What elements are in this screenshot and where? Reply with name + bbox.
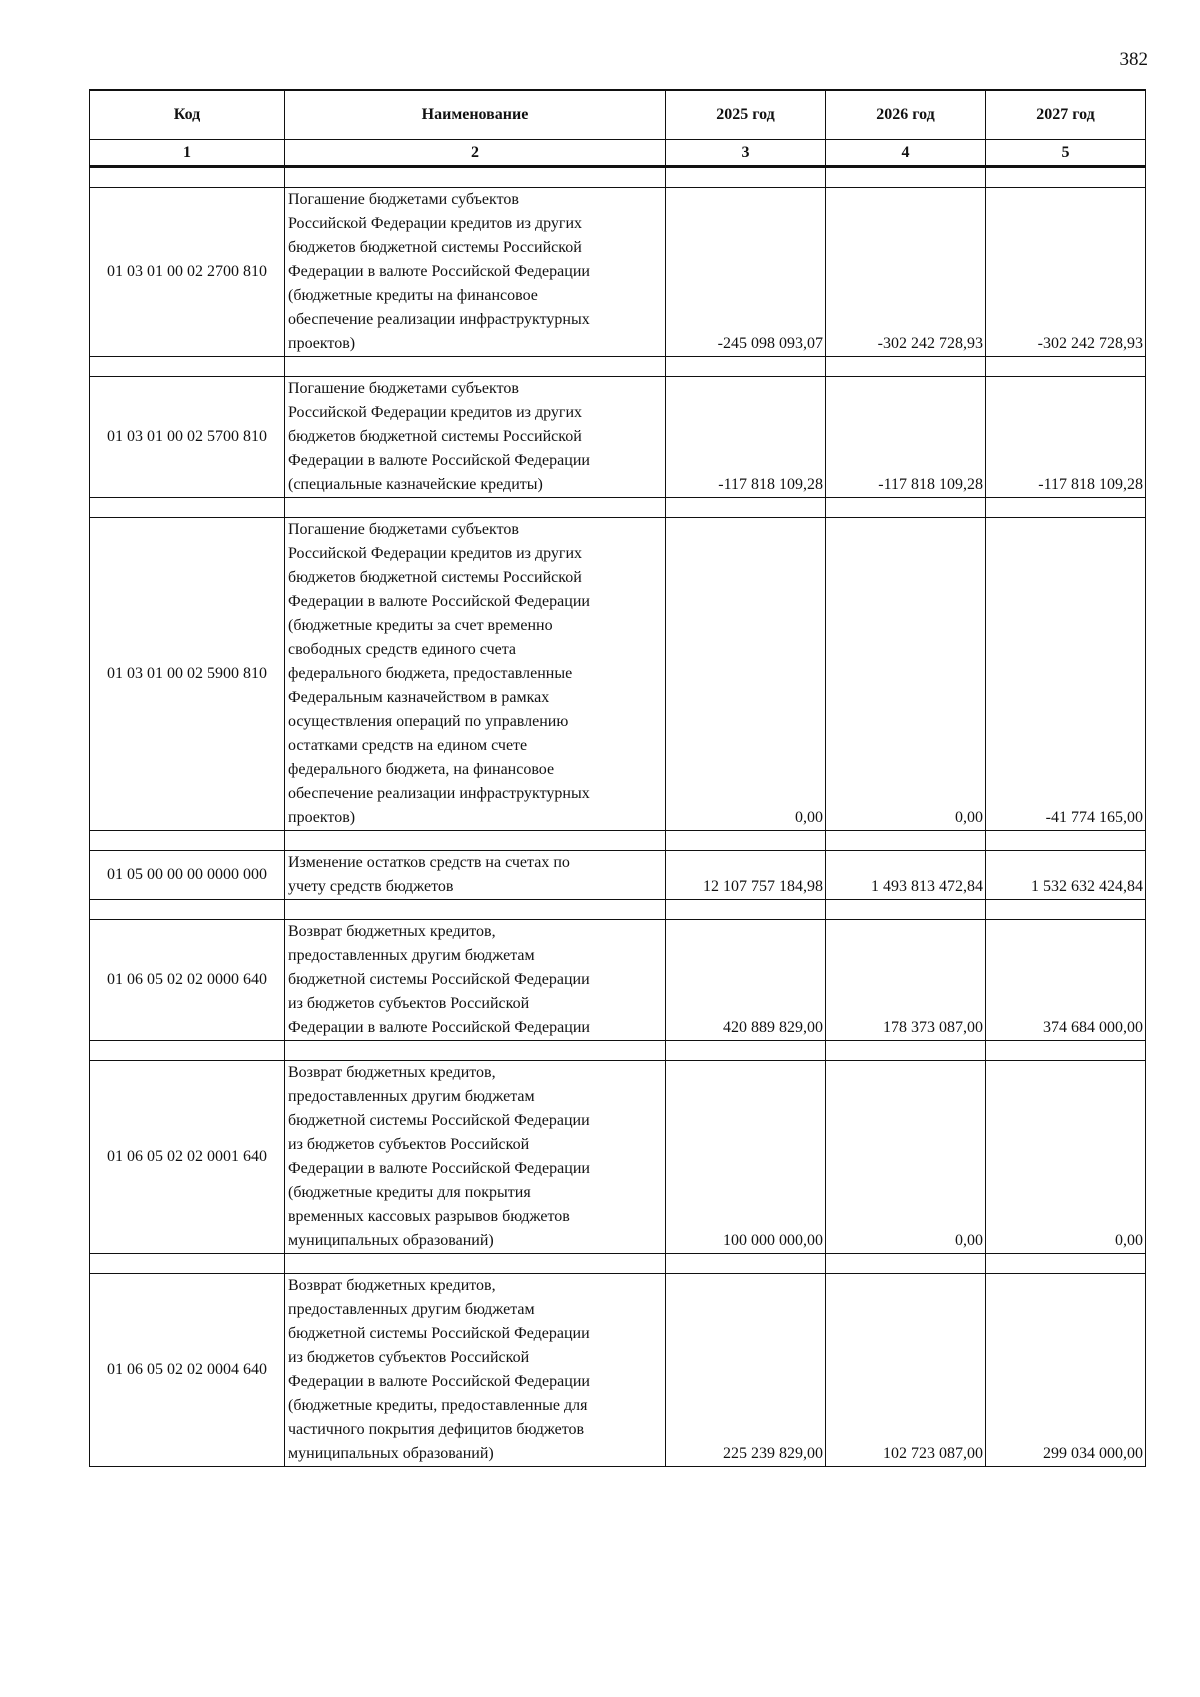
value-2025-cell: 12 107 757 184,98 [666, 851, 826, 900]
value-2027-cell: 0,00 [986, 1061, 1146, 1254]
spacer-row [90, 357, 1146, 377]
value-2025-cell: 420 889 829,00 [666, 920, 826, 1041]
value-2027-cell: 1 532 632 424,84 [986, 851, 1146, 900]
name-cell: Возврат бюджетных кредитов, предоставленных другим бюджетам бюджетной системы Российской Федерации из бюджетов субъектов Российской Федерации в валюте Российской Федерации [285, 920, 666, 1041]
spacer-cell [90, 1041, 285, 1061]
value-2027-cell: 299 034 000,00 [986, 1274, 1146, 1467]
spacer-cell [826, 831, 986, 851]
spacer-row [90, 900, 1146, 920]
spacer-cell [90, 357, 285, 377]
header-2027: 2027 год [986, 90, 1146, 140]
code-cell: 01 03 01 00 02 5700 810 [90, 377, 285, 498]
spacer-cell [986, 900, 1146, 920]
header-2025: 2025 год [666, 90, 826, 140]
spacer-cell [90, 167, 285, 188]
value-2025-cell: -117 818 109,28 [666, 377, 826, 498]
name-cell: Погашение бюджетами субъектов Российской Федерации кредитов из других бюджетов бюджетной системы Российской Федерации в валюте Российской Федерации (бюджетные кредиты на финансовое обеспечение реализации инфраструктурных проектов) [285, 188, 666, 357]
column-number-row [90, 140, 1146, 167]
table-body [90, 167, 1146, 1467]
value-2027-cell: -302 242 728,93 [986, 188, 1146, 357]
spacer-cell [986, 357, 1146, 377]
spacer-cell [285, 1254, 666, 1274]
value-2027-cell: -117 818 109,28 [986, 377, 1146, 498]
spacer-cell [285, 1041, 666, 1061]
spacer-cell [986, 167, 1146, 188]
spacer-cell [986, 1041, 1146, 1061]
spacer-cell [90, 900, 285, 920]
value-2026-cell: 178 373 087,00 [826, 920, 986, 1041]
spacer-cell [826, 900, 986, 920]
value-2027-cell: -41 774 165,00 [986, 518, 1146, 831]
column-number: 3 [666, 140, 826, 167]
table-row [90, 920, 1146, 1041]
name-cell: Погашение бюджетами субъектов Российской Федерации кредитов из других бюджетов бюджетной системы Российской Федерации в валюте Российской Федерации (бюджетные кредиты за счет временно свободных средств единого счета федерального бюджета, предоставленные Федеральным казначейством в рамках осуществления операций по управлению остатками средств на едином счете федерального бюджета, на финансовое обеспечение реализации инфраструктурных проектов) [285, 518, 666, 831]
spacer-cell [666, 831, 826, 851]
spacer-cell [90, 498, 285, 518]
value-2025-cell: 225 239 829,00 [666, 1274, 826, 1467]
name-cell: Возврат бюджетных кредитов, предоставленных другим бюджетам бюджетной системы Российской Федерации из бюджетов субъектов Российской Федерации в валюте Российской Федерации (бюджетные кредиты, предоставленные для частичного покрытия дефицитов бюджетов муниципальных образований) [285, 1274, 666, 1467]
value-2026-cell: 1 493 813 472,84 [826, 851, 986, 900]
spacer-cell [90, 1254, 285, 1274]
spacer-cell [666, 167, 826, 188]
spacer-cell [666, 1254, 826, 1274]
code-cell: 01 06 05 02 02 0001 640 [90, 1061, 285, 1254]
budget-table [89, 89, 1146, 1467]
name-cell: Погашение бюджетами субъектов Российской Федерации кредитов из других бюджетов бюджетной системы Российской Федерации в валюте Российской Федерации (специальные казначейские кредиты) [285, 377, 666, 498]
code-cell: 01 06 05 02 02 0004 640 [90, 1274, 285, 1467]
value-2026-cell: 0,00 [826, 1061, 986, 1254]
column-number: 1 [90, 140, 285, 167]
code-cell: 01 05 00 00 00 0000 000 [90, 851, 285, 900]
value-2026-cell: 102 723 087,00 [826, 1274, 986, 1467]
header-2026: 2026 год [826, 90, 986, 140]
column-number: 5 [986, 140, 1146, 167]
spacer-cell [285, 498, 666, 518]
header-row [90, 90, 1146, 140]
spacer-cell [986, 1254, 1146, 1274]
spacer-cell [285, 900, 666, 920]
code-cell: 01 03 01 00 02 2700 810 [90, 188, 285, 357]
name-cell: Изменение остатков средств на счетах по учету средств бюджетов [285, 851, 666, 900]
value-2026-cell: 0,00 [826, 518, 986, 831]
code-cell: 01 06 05 02 02 0000 640 [90, 920, 285, 1041]
value-2025-cell: 100 000 000,00 [666, 1061, 826, 1254]
spacer-cell [90, 831, 285, 851]
spacer-cell [826, 1041, 986, 1061]
spacer-cell [666, 498, 826, 518]
spacer-cell [666, 357, 826, 377]
name-cell: Возврат бюджетных кредитов, предоставленных другим бюджетам бюджетной системы Российской Федерации из бюджетов субъектов Российской Федерации в валюте Российской Федерации (бюджетные кредиты для покрытия временных кассовых разрывов бюджетов муниципальных образований) [285, 1061, 666, 1254]
table-row [90, 1061, 1146, 1254]
code-cell: 01 03 01 00 02 5900 810 [90, 518, 285, 831]
table-row [90, 1274, 1146, 1467]
header-code: Код [90, 90, 285, 140]
column-number: 4 [826, 140, 986, 167]
spacer-cell [285, 167, 666, 188]
spacer-row [90, 498, 1146, 518]
value-2026-cell: -302 242 728,93 [826, 188, 986, 357]
spacer-cell [826, 167, 986, 188]
column-number: 2 [285, 140, 666, 167]
spacer-cell [666, 900, 826, 920]
spacer-row [90, 167, 1146, 188]
spacer-cell [285, 831, 666, 851]
value-2025-cell: -245 098 093,07 [666, 188, 826, 357]
value-2025-cell: 0,00 [666, 518, 826, 831]
page-number: 382 [1119, 49, 1148, 70]
header-name: Наименование [285, 90, 666, 140]
spacer-cell [826, 357, 986, 377]
spacer-cell [666, 1041, 826, 1061]
value-2027-cell: 374 684 000,00 [986, 920, 1146, 1041]
spacer-row [90, 1041, 1146, 1061]
spacer-cell [986, 498, 1146, 518]
table-row [90, 377, 1146, 498]
spacer-cell [826, 498, 986, 518]
value-2026-cell: -117 818 109,28 [826, 377, 986, 498]
spacer-cell [285, 357, 666, 377]
spacer-cell [986, 831, 1146, 851]
spacer-row [90, 831, 1146, 851]
spacer-row [90, 1254, 1146, 1274]
spacer-cell [826, 1254, 986, 1274]
table-row [90, 518, 1146, 831]
table-row [90, 851, 1146, 900]
table-row [90, 188, 1146, 357]
